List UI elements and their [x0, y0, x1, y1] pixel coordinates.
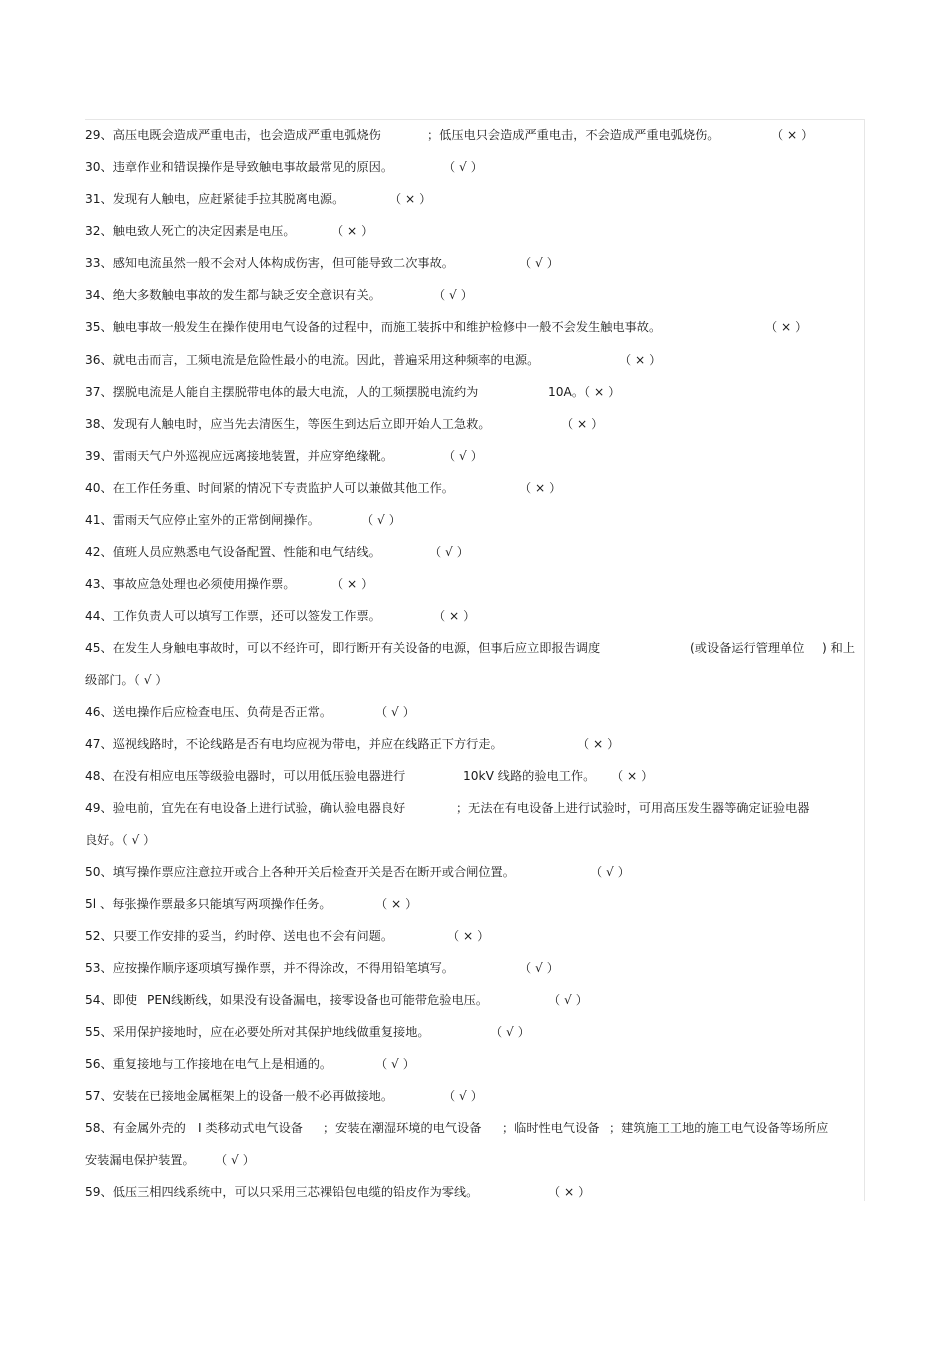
answer-mark: （ × ）	[561, 417, 604, 431]
question-text: 安装漏电保护装置。	[85, 1153, 195, 1167]
answer-mark: （ √ ）	[443, 449, 483, 463]
answer-mark: （ √ ）	[443, 1089, 483, 1103]
question-text: 35、触电事故一般发生在操作使用电气设备的过程中，而施工装拆中和维护检修中一般不会发生触电事故。	[85, 320, 662, 334]
question-text: 34、绝大多数触电事故的发生都与缺乏安全意识有关。	[85, 288, 381, 302]
answer-mark: （ √ ）	[519, 961, 559, 975]
answer-mark: （ × ）	[619, 353, 662, 367]
question-text: 43、事故应急处理也必须使用操作票。	[85, 577, 296, 591]
question-text: 46、送电操作后应检查电压、负荷是否正常。	[85, 705, 333, 719]
question-text: 49、验电前，宜先在有电设备上进行试验，确认验电器良好	[85, 801, 406, 815]
question-text: ；安装在潮湿环境的电气设备	[323, 1121, 482, 1135]
question-text: 57、安装在已接地金属框架上的设备一般不必再做接地。	[85, 1089, 394, 1103]
page-frame-right	[864, 119, 865, 1201]
answer-mark: （ √ ）	[361, 513, 401, 527]
answer-mark: （ √ ）	[375, 705, 415, 719]
answer-mark: （ × ）	[548, 1185, 591, 1199]
answer-mark: （ √ ）	[375, 1057, 415, 1071]
answer-mark: （ × ）	[771, 128, 814, 142]
answer-mark: （ √ ）	[433, 288, 473, 302]
answer-mark: （ √ ）	[443, 160, 483, 174]
question-text: 38、发现有人触电时，应当先去清医生，等医生到达后立即开始人工急救。	[85, 417, 491, 431]
question-text: PEN线断线，如果没有设备漏电，接零设备也可能带危验电压。	[147, 993, 489, 1007]
question-text: Ⅰ 类移动式电气设备	[198, 1121, 303, 1135]
answer-mark: （ × ）	[765, 320, 808, 334]
question-text: 50、填写操作票应注意拉开或合上各种开关后检查开关是否在断开或合闸位置。	[85, 865, 515, 879]
question-text: ；临时性电气设备	[502, 1121, 600, 1135]
question-text: 40、在工作任务重、时间紧的情况下专责监护人可以兼做其他工作。	[85, 481, 454, 495]
answer-mark: （ × ）	[433, 609, 476, 623]
answer-mark: （ × ）	[611, 769, 654, 783]
question-text: 53、应按操作顺序逐项填写操作票，并不得涂改，不得用铅笔填写。	[85, 961, 454, 975]
question-text: 良好。（ √ ）	[85, 833, 156, 847]
answer-mark: （ √ ）	[590, 865, 630, 879]
answer-mark: （ × ）	[447, 929, 490, 943]
answer-mark: （ × ）	[389, 192, 432, 206]
page-frame-top	[85, 119, 864, 120]
question-text: 48、在没有相应电压等级验电器时，可以用低压验电器进行	[85, 769, 406, 783]
answer-mark: （ √ ）	[429, 545, 469, 559]
answer-mark: （ × ）	[375, 897, 418, 911]
question-text: 10kV 线路的验电工作。	[463, 769, 596, 783]
question-text: 37、摆脱电流是人能自主摆脱带电体的最大电流，人的工频摆脱电流约为	[85, 385, 479, 399]
question-text: 30、违章作业和错误操作是导致触电事故最常见的原因。	[85, 160, 394, 174]
question-text: 33、感知电流虽然一般不会对人体构成伤害，但可能导致二次事故。	[85, 256, 454, 270]
question-text: 41、雷雨天气应停止室外的正常倒闸操作。	[85, 513, 320, 527]
question-text: 36、就电击而言，工频电流是危险性最小的电流。因此，普遍采用这种频率的电源。	[85, 353, 540, 367]
answer-mark: （ × ）	[577, 737, 620, 751]
question-text: ；建筑施工工地的施工电气设备等场所应	[609, 1121, 829, 1135]
question-text: 29、高压电既会造成严重电击，也会造成严重电弧烧伤	[85, 128, 381, 142]
answer-mark: （ × ）	[519, 481, 562, 495]
question-text: ) 和上	[822, 641, 856, 655]
question-text: 5l 、每张操作票最多只能填写两项操作任务。	[85, 897, 332, 911]
answer-mark: （ √ ）	[490, 1025, 530, 1039]
question-text: 42、值班人员应熟悉电气设备配置、性能和电气结线。	[85, 545, 381, 559]
answer-mark: （ √ ）	[548, 993, 588, 1007]
question-text: 56、重复接地与工作接地在电气上是相通的。	[85, 1057, 333, 1071]
answer-mark: （ × ）	[331, 224, 374, 238]
question-text: 32、触电致人死亡的决定因素是电压。	[85, 224, 296, 238]
question-text: (或设备运行管理单位	[690, 641, 805, 655]
question-text: 44、工作负责人可以填写工作票，还可以签发工作票。	[85, 609, 381, 623]
question-text: 59、低压三相四线系统中，可以只采用三芯裸铅包电缆的铅皮作为零线。	[85, 1185, 479, 1199]
answer-mark: （ × ）	[331, 577, 374, 591]
question-text: ；无法在有电设备上进行试验时，可用高压发生器等确定证验电器	[456, 801, 810, 815]
answer-mark: （ √ ）	[519, 256, 559, 270]
answer-mark: （ √ ）	[215, 1153, 255, 1167]
question-text: 45、在发生人身触电事故时，可以不经许可，即行断开有关设备的电源，但事后应立即报告调度	[85, 641, 601, 655]
question-text: 31、发现有人触电，应赶紧徒手拉其脱离电源。	[85, 192, 345, 206]
question-text: 47、巡视线路时，不论线路是否有电均应视为带电，并应在线路正下方行走。	[85, 737, 503, 751]
question-text: ；低压电只会造成严重电击，不会造成严重电弧烧伤。	[427, 128, 720, 142]
answer-mark: 10A。（ × ）	[548, 385, 621, 399]
question-text: 58、有金属外壳的	[85, 1121, 186, 1135]
question-text: 54、即使	[85, 993, 138, 1007]
question-text: 55、采用保护接地时，应在必要处所对其保护地线做重复接地。	[85, 1025, 430, 1039]
question-text: 级部门。（ √ ）	[85, 673, 168, 687]
question-text: 39、雷雨天气户外巡视应远离接地装置，并应穿绝缘靴。	[85, 449, 394, 463]
question-text: 52、只要工作安排的妥当，约时停、送电也不会有问题。	[85, 929, 394, 943]
